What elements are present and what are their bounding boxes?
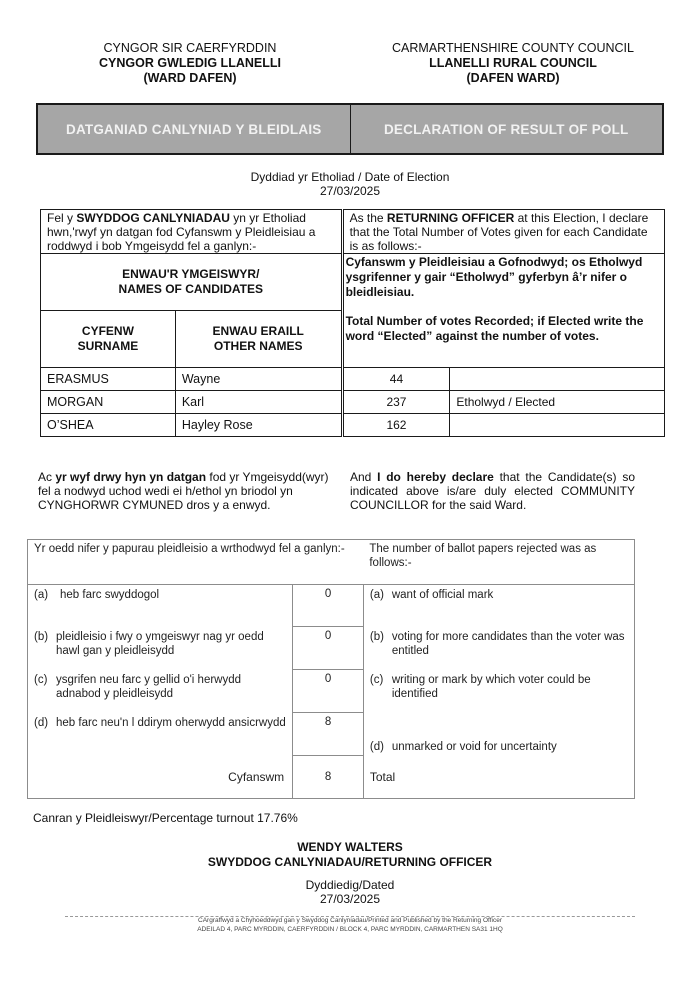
rejected-reason-welsh: heb farc neu'n l ddirym oherwydd ansicrwydd bbox=[56, 716, 286, 729]
rejected-count: 0 bbox=[293, 670, 364, 713]
total-count: 8 bbox=[293, 756, 364, 799]
rejected-row bbox=[28, 670, 635, 713]
council-name-welsh: CYNGOR SIR CAERFYRDDIN bbox=[103, 41, 277, 55]
rejected-reason-english: unmarked or void for uncertainty bbox=[391, 740, 557, 753]
rejected-count: 0 bbox=[293, 627, 364, 670]
rejected-key: (d) bbox=[34, 716, 49, 729]
surname-heading: CYFENW SURNAME bbox=[41, 311, 176, 368]
rejected-key: (d) bbox=[369, 740, 384, 753]
header-english bbox=[358, 41, 668, 86]
rejected-key: (b) bbox=[369, 630, 384, 643]
title-english: DECLARATION OF RESULT OF POLL bbox=[350, 105, 663, 153]
rejected-reason-welsh: pleidleisio i fwy o ymgeiswyr nag yr oedd hawl gan y pleidleisydd bbox=[56, 630, 264, 657]
rejected-count: 0 bbox=[293, 585, 364, 627]
results-table bbox=[40, 209, 665, 437]
returning-officer bbox=[0, 840, 700, 870]
footer bbox=[0, 917, 700, 934]
dated bbox=[0, 878, 700, 906]
rejected-row bbox=[28, 713, 635, 756]
rejected-reason-welsh: ysgrifen neu farc y gellid o'i herwydd adnabod y pleidleisydd bbox=[56, 673, 242, 700]
election-date-value: 27/03/2025 bbox=[319, 184, 381, 198]
declaration-english: And I do hereby declare that the Candidate(s) so indicated above is/are duly elected COMMUNITY COUNCILLOR for the said Ward. bbox=[350, 470, 635, 512]
footer-address: ADEILAD 4, PARC MYRDDIN, CAERFYRDDIN / BLOCK 4, PARC MYRDDIN, CARMARTHEN SA31 1HQ bbox=[197, 925, 503, 933]
rejected-row bbox=[28, 585, 635, 627]
rejected-row bbox=[28, 627, 635, 670]
candidate-status bbox=[450, 414, 665, 437]
total-label-english: Total bbox=[363, 756, 634, 799]
turnout: Canran y Pleidleiswyr/Percentage turnout 17.76% bbox=[33, 811, 298, 825]
header-welsh bbox=[40, 41, 340, 86]
rejected-count: 8 bbox=[293, 713, 364, 756]
candidate-other-names: Wayne bbox=[175, 368, 342, 391]
intro-welsh: Fel y SWYDDOG CANLYNIADAU yn yr Etholiad hwn,'rwyf yn datgan fod Cyfanswm y Pleidleisiau a roddwyd i bob Ymgeisydd fel a ganlyn:- bbox=[41, 210, 343, 254]
rejected-key: (a) bbox=[34, 589, 49, 601]
title-welsh: DATGANIAD CANLYNIAD Y BLEIDLAIS bbox=[66, 121, 322, 137]
council-name-english: CARMARTHENSHIRE COUNTY COUNCIL bbox=[392, 41, 634, 55]
election-date-label: Dyddiad yr Etholiad / Date of Election bbox=[250, 170, 450, 184]
election-date bbox=[0, 170, 700, 198]
title-band bbox=[36, 103, 664, 155]
names-of-candidates-heading: ENWAU'R YMGEISWYR/ NAMES OF CANDIDATES bbox=[41, 254, 343, 311]
total-label-welsh: Cyfanswm bbox=[28, 756, 293, 799]
candidate-votes: 162 bbox=[342, 414, 450, 437]
candidate-status bbox=[450, 368, 665, 391]
votes-description: Cyfanswm y Pleidleisiau a Gofnodwyd; os Etholwyd ysgrifenner y gair “Etholwyd” gyferbyn â’r nifer o bleidleisiau. Total Number of votes Recorded; if Elected write the word “Elected” against the number of votes. bbox=[342, 254, 664, 368]
dated-label: Dyddiedig/Dated bbox=[305, 878, 395, 892]
candidate-surname: O’SHEA bbox=[41, 414, 176, 437]
rural-council-name-english: LLANELLI RURAL COUNCIL bbox=[429, 56, 597, 70]
rejected-reason-english: voting for more candidates than the voter was entitled bbox=[391, 630, 625, 657]
candidate-other-names: Karl bbox=[175, 391, 342, 414]
candidate-other-names: Hayley Rose bbox=[175, 414, 342, 437]
ward-name-welsh: (WARD DAFEN) bbox=[143, 71, 237, 85]
candidate-status: Etholwyd / Elected bbox=[450, 391, 665, 414]
rejected-key: (c) bbox=[369, 673, 384, 686]
rejected-reason-english: want of official mark bbox=[391, 589, 494, 601]
candidate-votes: 44 bbox=[342, 368, 450, 391]
rejected-key: (a) bbox=[369, 589, 384, 601]
ward-name-english: (DAFEN WARD) bbox=[466, 71, 560, 85]
rejected-ballots-table bbox=[27, 539, 635, 799]
rejected-total-row bbox=[28, 756, 635, 799]
rural-council-name-welsh: CYNGOR GWLEDIG LLANELLI bbox=[99, 56, 281, 70]
rejected-key: (c) bbox=[34, 673, 48, 686]
rejected-heading-english: The number of ballot papers rejected was as follows:- bbox=[363, 540, 634, 585]
officer-title: SWYDDOG CANLYNIADAU/RETURNING OFFICER bbox=[207, 855, 493, 869]
candidate-row bbox=[41, 368, 665, 391]
candidate-surname: MORGAN bbox=[41, 391, 176, 414]
candidate-surname: ERASMUS bbox=[41, 368, 176, 391]
candidate-votes: 237 bbox=[342, 391, 450, 414]
rejected-key: (b) bbox=[34, 630, 49, 643]
rejected-reason-english: writing or mark by which voter could be identified bbox=[391, 673, 591, 700]
rejected-heading-welsh: Yr oedd nifer y papurau pleidleisio a wrthodwyd fel a ganlyn:- bbox=[28, 540, 364, 585]
rejected-reason-welsh: heb farc swyddogol bbox=[60, 589, 160, 601]
other-names-heading: ENWAU ERAILL OTHER NAMES bbox=[175, 311, 342, 368]
candidate-row bbox=[41, 414, 665, 437]
footer-printed-by: CArgraffwyd a Chyhoeddwyd gan y Swyddog Canlyniadau/Printed and Published by the Returning Officer bbox=[198, 917, 502, 924]
declaration-welsh: Ac yr wyf drwy hyn yn datgan fod yr Ymgeisydd(wyr) fel a nodwyd uchod wedi ei h/ethol yn briodol yn CYNGHORWR CYMUNED dros y a enwyd. bbox=[38, 470, 329, 512]
officer-name: WENDY WALTERS bbox=[297, 840, 403, 854]
candidate-row bbox=[41, 391, 665, 414]
intro-english: As the RETURNING OFFICER at this Election, I declare that the Total Number of Votes given for each Candidate is as follows:- bbox=[342, 210, 664, 254]
dated-value: 27/03/2025 bbox=[319, 892, 381, 906]
